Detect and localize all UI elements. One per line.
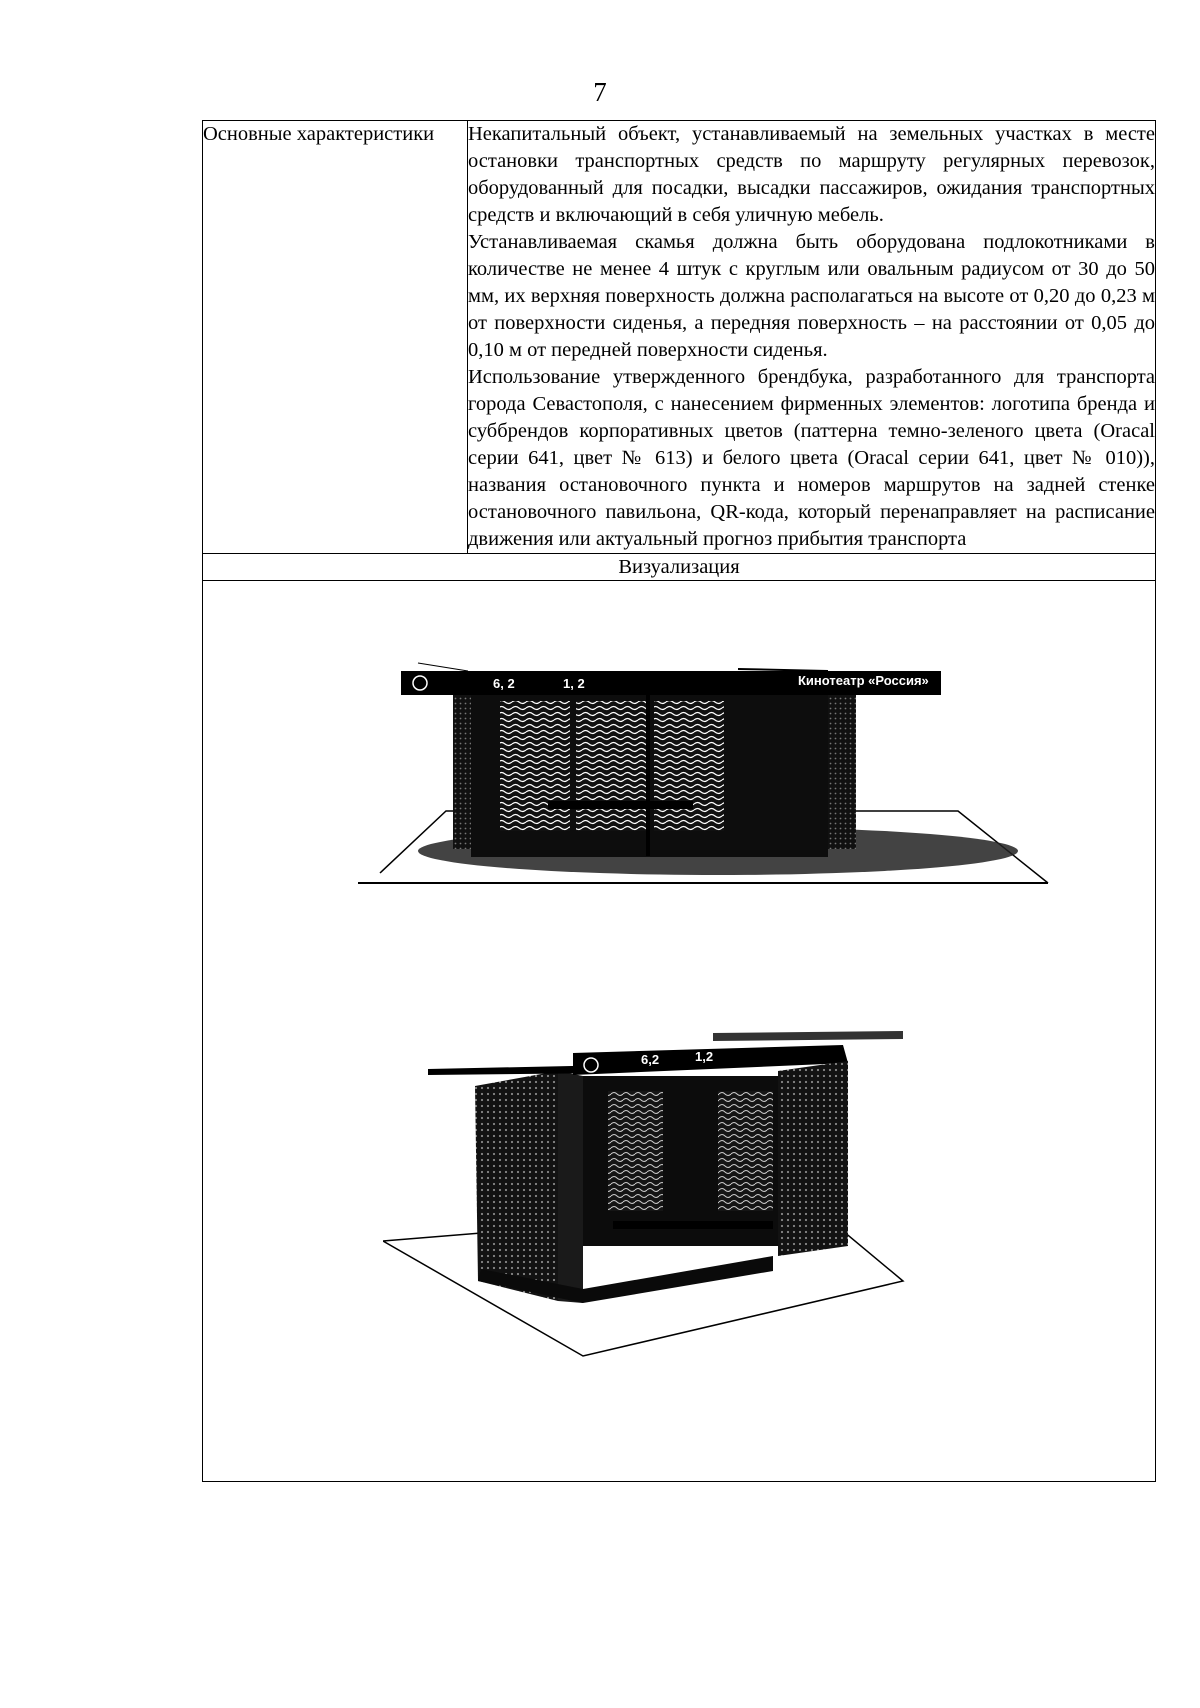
section-heading: Визуализация xyxy=(203,554,1156,581)
visual-row xyxy=(203,581,1156,1482)
row-label: Основные характеристики xyxy=(203,121,468,554)
shelter-angle-render xyxy=(383,1031,943,1361)
visualization-cell xyxy=(203,581,1156,1482)
row-content xyxy=(468,121,1156,554)
heading-row xyxy=(203,554,1156,581)
shelter-front-render xyxy=(358,651,1118,891)
paragraph-branding: Использование утвержденного брендбука, разработанного для транспорта города Севастополя, с нанесением фирменных элементов: логотипа бренда и суббрендов корпоративных цветов (паттерна темно-зеленого цвета (Oracal серии 641, цвет № 613) и белого цвета (Oracal серии 641, цвет № 010)), названия остановочного пункта и номеров маршрутов на задней стенке остановочного павильона, QR-кода, который перенаправляет на расписание движения или актуальный прогноз прибытия транспорта xyxy=(468,366,1155,550)
stop-name: Кинотеатр «Россия» xyxy=(798,673,929,688)
paragraph-definition: Некапитальный объект, устанавливаемый на земельных участках в месте остановки транспортных средств по маршруту регулярных перевозок, оборудованный для посадки, высадки пассажиров, ожидания транспортных средств и включающий в себя уличную мебель. xyxy=(468,123,1155,226)
characteristics-table xyxy=(202,120,1156,1482)
angle-route-numbers-1: 6,2 xyxy=(641,1052,660,1067)
characteristics-row xyxy=(203,121,1156,554)
paragraph-bench: Устанавливаемая скамья должна быть оборудована подлокотниками в количестве не менее 4 штук с круглым или овальным радиусом от 30 до 50 мм, их верхняя поверхность должна располагаться на высоте от 0,20 до 0,23 м от поверхности сиденья, а передняя поверхность – на расстоянии от 0,05 до 0,10 м от передней поверхности сиденья. xyxy=(468,231,1155,361)
angle-route-numbers-2: 1,2 xyxy=(695,1049,714,1064)
route-numbers-1: 6, 2 xyxy=(493,676,515,691)
page-number: 7 xyxy=(593,77,607,107)
route-numbers-2: 1, 2 xyxy=(563,676,585,691)
